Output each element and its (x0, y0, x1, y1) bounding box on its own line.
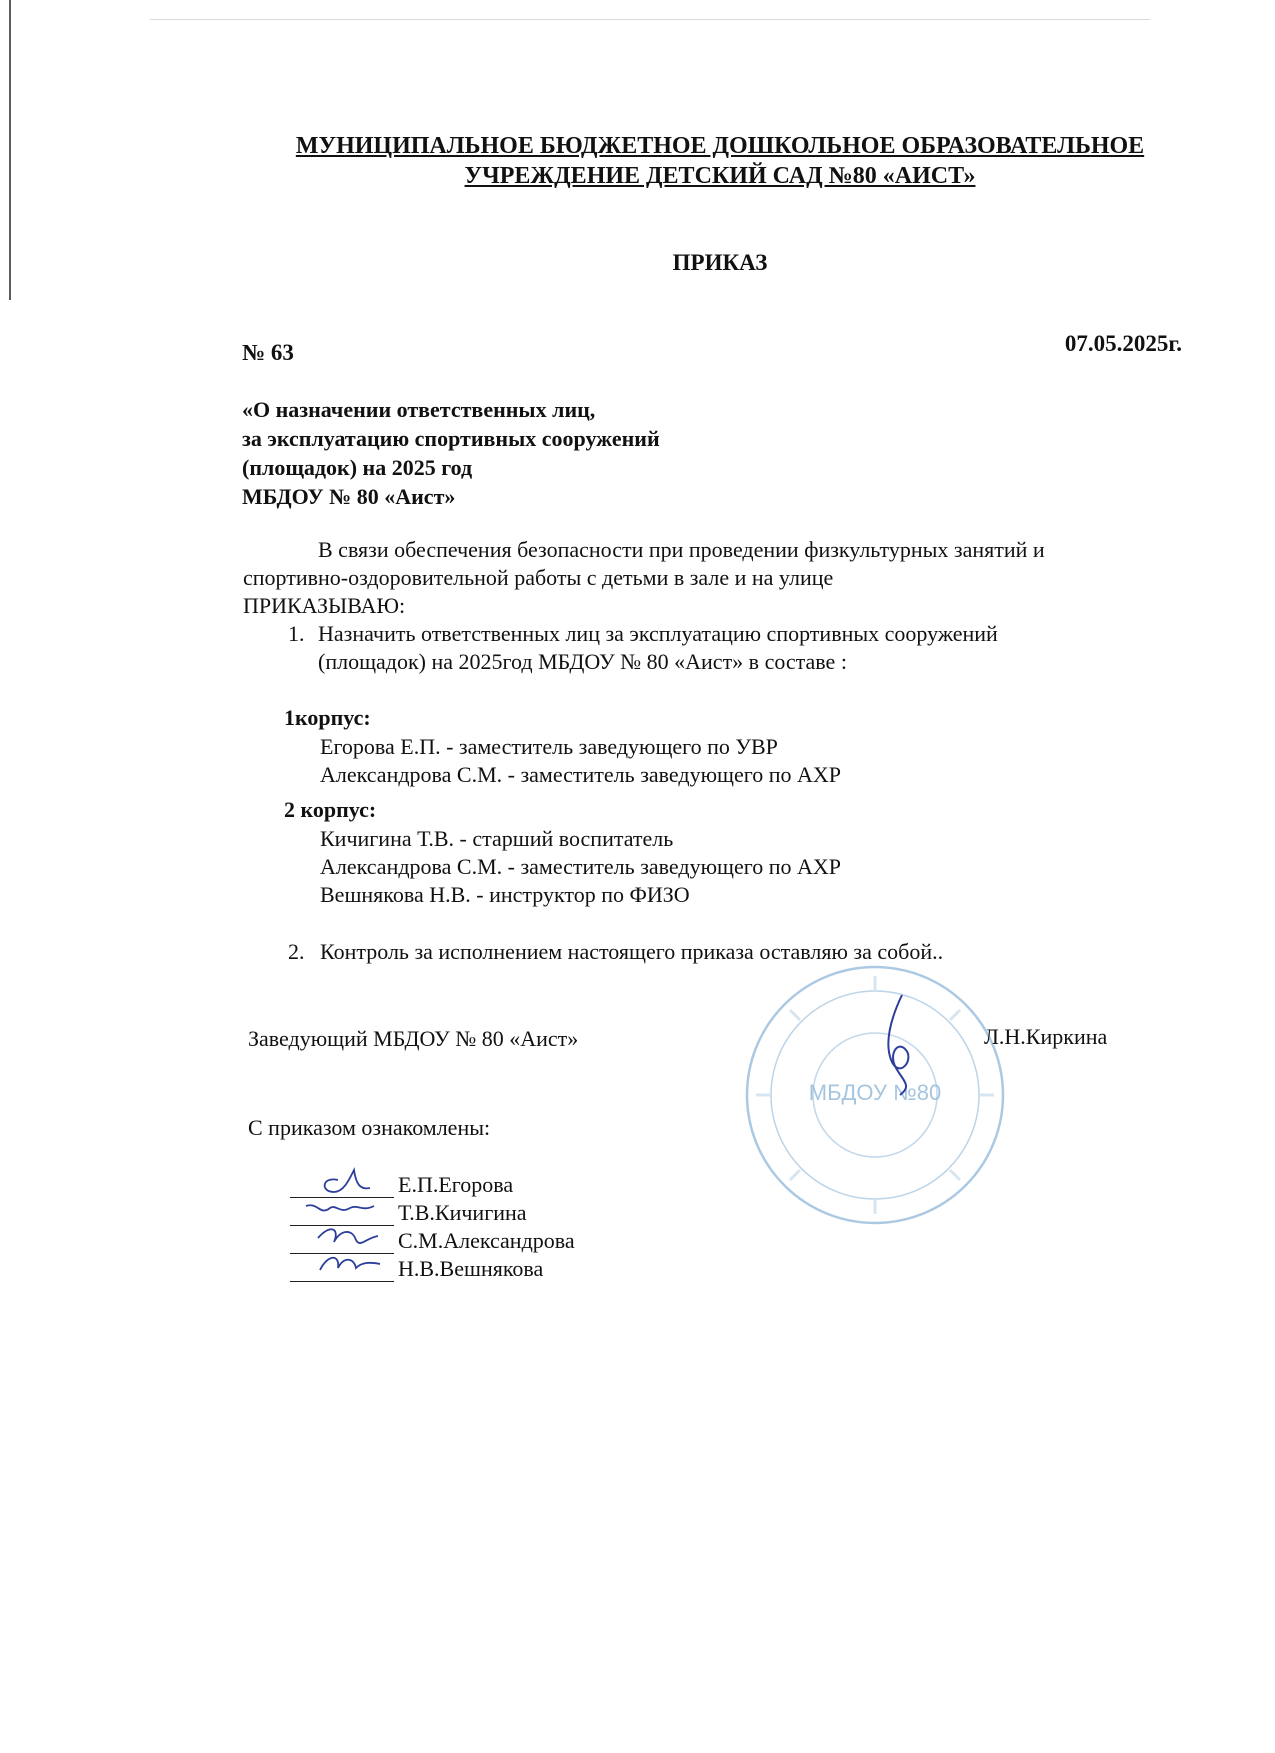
preamble-line-2: спортивно-оздоровительной работы с детьми в зале и на улице (243, 565, 834, 590)
subject-line: за эксплуатацию спортивных сооружений (242, 426, 660, 451)
responsible-person: Кичигина Т.В. - старший воспитатель (320, 826, 674, 851)
document-title: ПРИКАЗ (672, 250, 768, 275)
org-name-line-1: МУНИЦИПАЛЬНОЕ БЮДЖЕТНОЕ ДОШКОЛЬНОЕ ОБРАЗОВАТЕЛЬНОЕ (295, 133, 1145, 159)
subject-line: «О назначении ответственных лиц, (242, 397, 596, 422)
item-1-line-2: (площадок) на 2025год МБДОУ № 80 «Аист» в составе : (318, 649, 847, 674)
item-1-number: 1. (288, 621, 305, 646)
acknowledged-name: Т.В.Кичигина (398, 1200, 527, 1225)
subject-line: (площадок) на 2025 год (242, 455, 473, 480)
stamp-text: МБДОУ №80 (808, 1080, 942, 1105)
responsible-person: Егорова Е.П. - заместитель заведующего по УВР (320, 734, 778, 759)
building-1-title: 1корпус: (284, 705, 371, 730)
subject-line: МБДОУ № 80 «Аист» (242, 484, 456, 509)
acknowledged-name: Н.В.Вешнякова (398, 1256, 544, 1281)
acknowledged-title: С приказом ознакомлены: (248, 1115, 491, 1140)
acknowledged-name: Е.П.Егорова (398, 1172, 514, 1197)
item-2-number: 2. (288, 939, 305, 964)
order-date: 07.05.2025г. (1064, 331, 1182, 356)
order-word: ПРИКАЗЫВАЮ: (243, 593, 406, 618)
head-signature-icon (870, 990, 930, 1100)
order-subject (242, 395, 660, 511)
head-name: Л.Н.Киркина (984, 1024, 1108, 1049)
building-2-title: 2 корпус: (284, 797, 377, 822)
preamble-line-1: В связи обеспечения безопасности при проведении физкультурных занятий и (318, 537, 1045, 562)
responsible-person: Александрова С.М. - заместитель заведующего по АХР (320, 762, 841, 787)
scan-edge-top (150, 19, 1150, 20)
org-name-line-2: УЧРЕЖДЕНИЕ ДЕТСКИЙ САД №80 «АИСТ» (464, 163, 976, 189)
item-2-text: Контроль за исполнением настоящего приказа оставляю за собой.. (320, 939, 944, 964)
responsible-person: Вешнякова Н.В. - инструктор по ФИЗО (320, 882, 690, 907)
acknowledged-name: С.М.Александрова (398, 1228, 575, 1253)
organization-name (0, 131, 1275, 191)
responsible-person: Александрова С.М. - заместитель заведующего по АХР (320, 854, 841, 879)
handwritten-signatures-icon (300, 1158, 400, 1288)
item-1-line-1: Назначить ответственных лиц за эксплуатацию спортивных сооружений (318, 621, 998, 646)
order-number: № 63 (242, 340, 294, 365)
head-position: Заведующий МБДОУ № 80 «Аист» (248, 1026, 579, 1051)
